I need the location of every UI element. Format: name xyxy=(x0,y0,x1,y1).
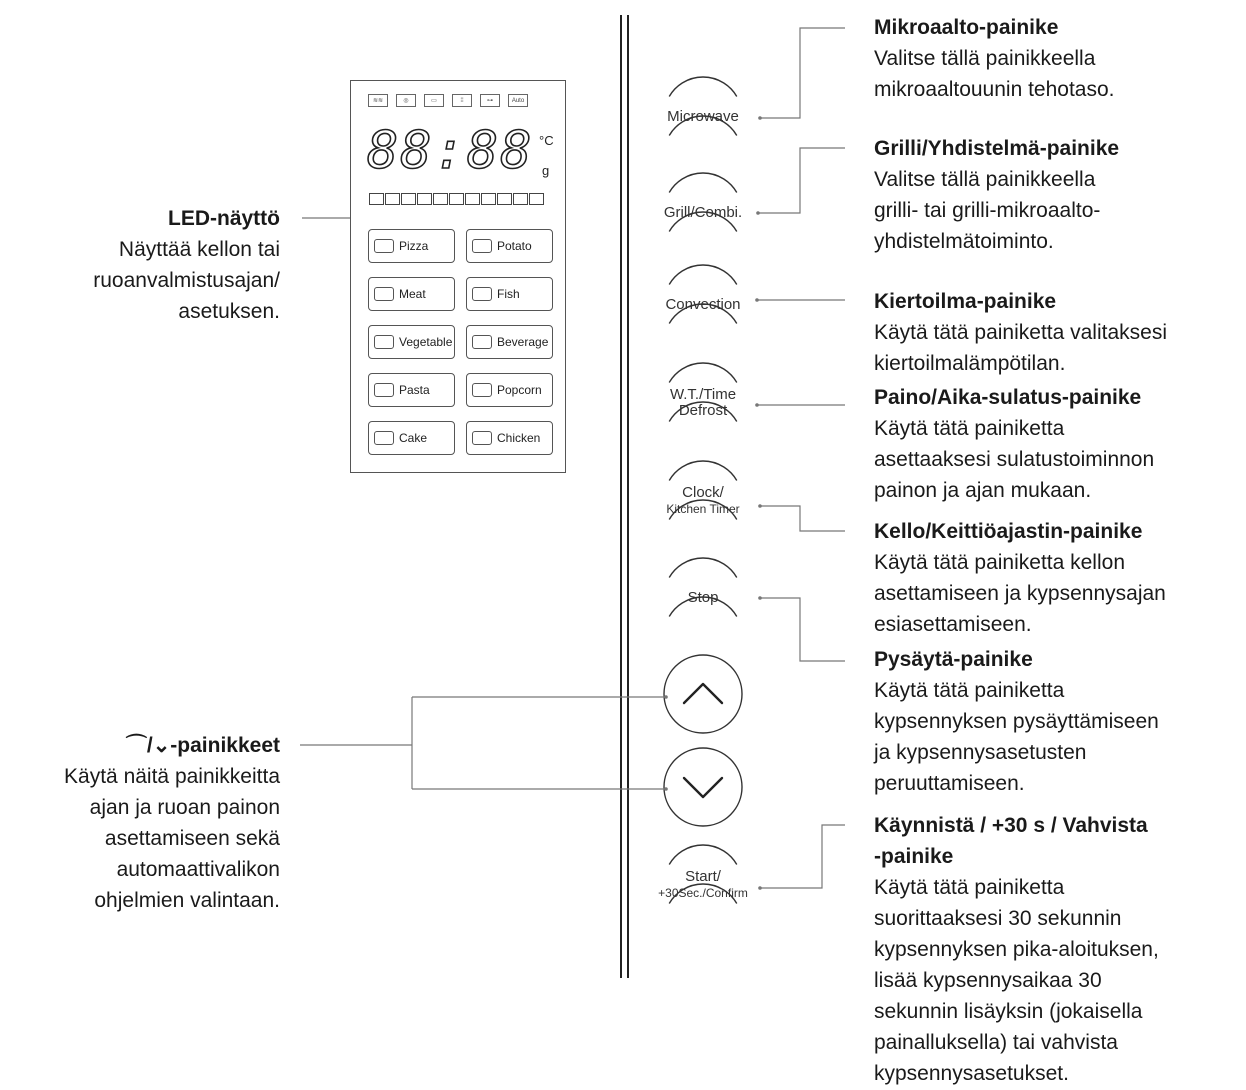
label-clock-title: Kello/Keittiöajastin-painike xyxy=(874,520,1143,543)
menu-button-label: Chicken xyxy=(497,431,541,445)
label-start-body: Käytä tätä painiketta suorittaaksesi 30 sekunnin kypsennyksen pika-aloituksen, lisää kypsennysaikaa 30 sekunnin lisäyksin (jokaisella painalluksella) tai vahvista kypsennysasetukset. xyxy=(874,876,1159,1085)
button-label: Grill/Combi. xyxy=(663,204,743,221)
leader-stop xyxy=(760,598,845,661)
button-label: W.T./Time xyxy=(669,386,737,403)
beverage-icon xyxy=(472,335,492,349)
label-arrow-buttons xyxy=(64,730,280,916)
defrost-button[interactable] xyxy=(669,363,737,422)
menu-button-cake[interactable] xyxy=(368,421,455,455)
leader-microwave xyxy=(760,28,845,118)
label-arrows-title: ⌒/⌄-painikkeet xyxy=(125,734,280,757)
microwave-button[interactable] xyxy=(667,77,739,135)
bar-segment xyxy=(529,193,544,205)
chevron-down-icon xyxy=(684,778,722,797)
label-led-display xyxy=(93,203,280,327)
bar-segment xyxy=(513,193,528,205)
cake-icon xyxy=(374,431,394,445)
button-arc xyxy=(669,558,737,578)
bar-segment xyxy=(369,193,384,205)
bar-segment xyxy=(465,193,480,205)
indicator-icon: ⊶ xyxy=(480,94,500,107)
button-circle xyxy=(664,748,742,826)
label-microwave-title: Mikroaalto-painike xyxy=(874,16,1059,39)
label-arrows-body: Käytä näitä painikkeitta ajan ja ruoan painon asettamiseen sekä automaattivalikon ohjelmien valintaan. xyxy=(64,765,280,912)
label-start-title: Käynnistä / +30 s / Vahvista -painike xyxy=(874,814,1148,868)
menu-button-label: Pizza xyxy=(399,239,429,253)
pizza-icon xyxy=(374,239,394,253)
down-arrow-button[interactable] xyxy=(664,748,742,826)
button-label: Start/ xyxy=(685,868,721,885)
unit-gram: g xyxy=(542,163,550,178)
button-arc xyxy=(669,173,737,192)
label-start xyxy=(874,810,1159,1089)
control-panel-display xyxy=(350,80,566,473)
bar-segment xyxy=(401,193,416,205)
grill-combi-button[interactable] xyxy=(664,173,742,231)
button-label: Convection xyxy=(665,296,741,313)
label-clock xyxy=(874,516,1166,640)
label-convection-body: Käytä tätä painiketta valitaksesi kiertoilmalämpötilan. xyxy=(874,321,1167,375)
menu-button-meat[interactable] xyxy=(368,277,455,311)
popcorn-icon xyxy=(472,383,492,397)
label-stop xyxy=(874,644,1159,799)
button-arc xyxy=(669,77,737,96)
auto-menu-grid xyxy=(368,229,553,455)
menu-button-label: Pasta xyxy=(399,383,430,397)
menu-button-beverage[interactable] xyxy=(466,325,553,359)
label-defrost-body: Käytä tätä painiketta asettaaksesi sulatustoiminnon painon ja ajan mukaan. xyxy=(874,417,1155,502)
indicator-icon: ⁞⁞ xyxy=(452,94,472,107)
unit-celsius: °C xyxy=(539,133,554,148)
label-defrost-title: Paino/Aika-sulatus-painike xyxy=(874,386,1142,409)
button-label: Microwave xyxy=(667,108,739,125)
menu-button-pizza[interactable] xyxy=(368,229,455,263)
button-arc xyxy=(669,265,737,285)
label-stop-body: Käytä tätä painiketta kypsennyksen pysäyttämiseen ja kypsennysasetusten peruuttamiseen. xyxy=(874,679,1159,795)
button-label: +30Sec./Confirm xyxy=(658,886,748,900)
label-convection xyxy=(874,286,1167,379)
menu-button-label: Beverage xyxy=(497,335,549,349)
bar-segment xyxy=(449,193,464,205)
label-microwave xyxy=(874,12,1115,105)
fish-icon xyxy=(472,287,492,301)
label-clock-body: Käytä tätä painiketta kellon asettamiseen ja kypsennysajan esiasettamiseen. xyxy=(874,551,1166,636)
menu-button-potato[interactable] xyxy=(466,229,553,263)
button-label: Stop xyxy=(687,589,719,606)
indicator-icon: ≋≋ xyxy=(368,94,388,107)
menu-button-label: Fish xyxy=(497,287,520,301)
up-arrow-button[interactable] xyxy=(664,655,742,733)
button-arc xyxy=(669,845,737,865)
button-arc xyxy=(669,461,737,480)
menu-button-label: Cake xyxy=(399,431,428,445)
label-led-title: LED-näyttö xyxy=(168,207,280,230)
indicator-icon: Auto xyxy=(508,94,528,107)
label-grill-body: Valitse tällä painikkeella grilli- tai grilli-mikroaalto- yhdistelmätoiminto. xyxy=(874,168,1101,253)
stop-button[interactable] xyxy=(669,558,737,617)
indicator-icons xyxy=(368,94,528,107)
bar-segment xyxy=(481,193,496,205)
leader-grill xyxy=(758,148,845,213)
button-label: Defrost xyxy=(678,402,728,419)
button-label: Clock/ xyxy=(682,484,724,501)
indicator-icon: ▭ xyxy=(424,94,444,107)
led-digits: 88:88 xyxy=(367,121,534,181)
menu-button-label: Potato xyxy=(497,239,532,253)
label-convection-title: Kiertoilma-painike xyxy=(874,290,1057,313)
button-label: Kitchen Timer xyxy=(666,502,740,516)
bar-segment xyxy=(385,193,400,205)
menu-button-popcorn[interactable] xyxy=(466,373,553,407)
clock-timer-button[interactable] xyxy=(666,461,739,519)
label-grill xyxy=(874,133,1119,257)
indicator-icon: ◎ xyxy=(396,94,416,107)
start-button[interactable] xyxy=(658,845,748,904)
menu-button-label: Vegetable xyxy=(399,335,453,349)
chevron-up-icon xyxy=(684,684,722,703)
menu-button-fish[interactable] xyxy=(466,277,553,311)
menu-button-chicken[interactable] xyxy=(466,421,553,455)
convection-button[interactable] xyxy=(665,265,740,324)
chicken-icon xyxy=(472,431,492,445)
menu-button-label: Meat xyxy=(399,287,426,301)
leader-clock xyxy=(760,506,845,531)
vegetable-icon xyxy=(374,335,394,349)
leader-start xyxy=(760,825,845,888)
label-microwave-body: Valitse tällä painikkeella mikroaaltouunin tehotaso. xyxy=(874,47,1115,101)
label-grill-title: Grilli/Yhdistelmä-painike xyxy=(874,137,1120,160)
bar-segment xyxy=(497,193,512,205)
menu-button-label: Popcorn xyxy=(497,383,542,397)
label-stop-title: Pysäytä-painike xyxy=(874,648,1033,671)
menu-button-vegetable[interactable] xyxy=(368,325,455,359)
meat-icon xyxy=(374,287,394,301)
power-level-bar xyxy=(369,193,545,205)
menu-button-pasta[interactable] xyxy=(368,373,455,407)
pasta-icon xyxy=(374,383,394,397)
bar-segment xyxy=(417,193,432,205)
bar-segment xyxy=(433,193,448,205)
label-led-body: Näyttää kellon tai ruoanvalmistusajan/ asetuksen. xyxy=(93,238,280,323)
potato-icon xyxy=(472,239,492,253)
button-circle xyxy=(664,655,742,733)
button-arc xyxy=(669,363,737,383)
label-defrost xyxy=(874,382,1154,506)
